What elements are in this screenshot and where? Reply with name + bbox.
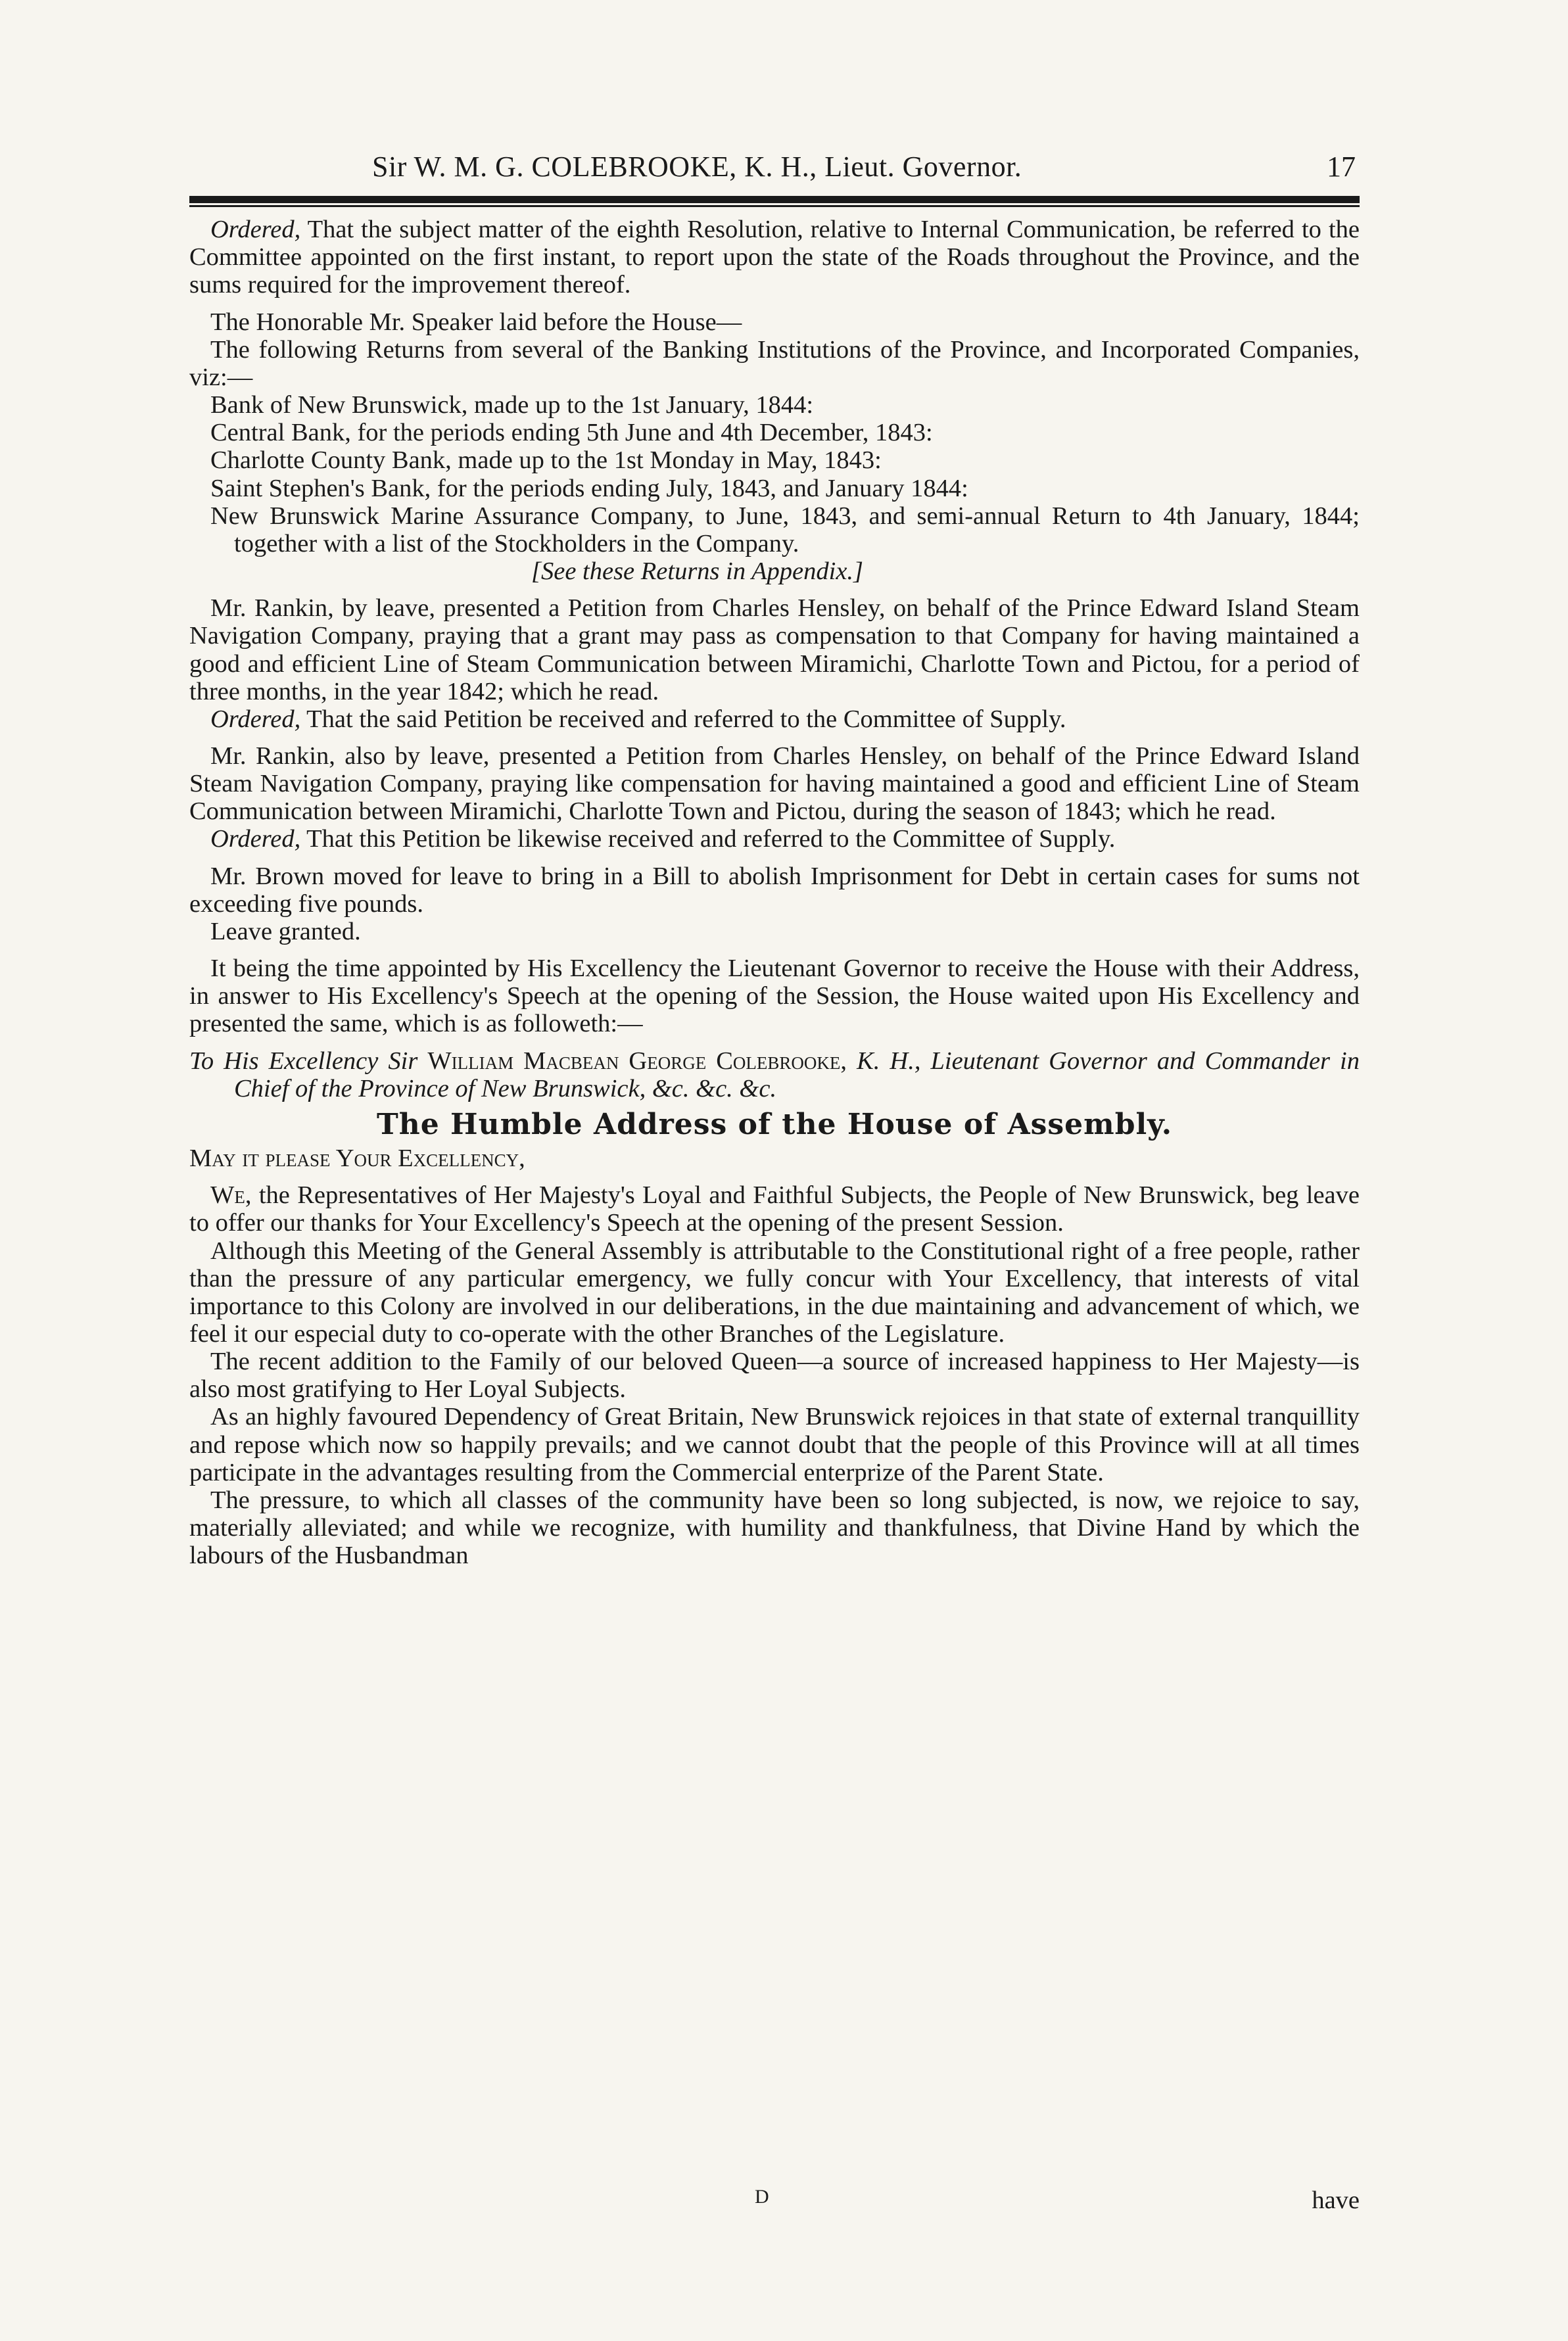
page-footer xyxy=(189,2186,1360,2215)
header-title: Sir W. M. G. COLEBROOKE, K. H., Lieut. Governor. xyxy=(372,151,1022,183)
address-recipient xyxy=(189,1047,1360,1102)
return-item: Central Bank, for the periods ending 5th June and 4th December, 1843: xyxy=(210,419,933,447)
address-paragraph-1 xyxy=(189,1181,1360,1237)
address-to-suffix: K. H., Lieutenant Governor and Commander in Chief of the Province of New Brunswick, &c. &c. &c. xyxy=(234,1047,1360,1102)
appendix-note: [See these Returns in Appendix.] xyxy=(531,557,864,586)
journal-page xyxy=(189,151,1360,1569)
paragraph-text: That the subject matter of the eighth Resolution, relative to Internal Communication, be referred to the Committee appointed on the first instant, to report upon the state of the Roads throughout the Province, and the sums required for the improvement thereof. xyxy=(189,216,1360,299)
rule-thick xyxy=(189,196,1360,203)
paragraph-address-presented: It being the time appointed by His Excellency the Lieutenant Governor to receive the House with their Address, in answer to His Excellency's Speech at the opening of the Session, the House waited upon His Excellency and presented the same, which is as followeth:— xyxy=(189,955,1360,1038)
paragraph-text: That the said Petition be received and referred to the Committee of Supply. xyxy=(300,705,1066,733)
address-title: The Humble Address of the House of Assembly. xyxy=(376,1107,1173,1141)
address-paragraph-5: The pressure, to which all classes of the community have been so long subjected, is now, we rejoice to say, materially alleviated; and while we recognize, with humility and thankfulness, that Divine Hand by which the labours of the Husbandman xyxy=(189,1486,1360,1570)
return-item: New Brunswick Marine Assurance Company, to June, 1843, and semi-annual Return to 4th January, 1844; together with a list of the Stockholders in the Company. xyxy=(210,502,1360,557)
paragraph-ordered-roads xyxy=(189,216,1360,298)
paragraph-returns-intro: The following Returns from several of the Banking Institutions of the Province, and Incorporated Companies, viz:— xyxy=(189,335,1360,391)
paragraph-speaker: The Honorable Mr. Speaker laid before the House— xyxy=(210,308,742,336)
paragraph-petition-1843: Mr. Rankin, also by leave, presented a Petition from Charles Hensley, on behalf of the Prince Edward Island Steam Navigation Company, praying like compensation for having maintained a good and efficient Line of Steam Communication between Miramichi, Charlotte Town and Pictou, during the season of 1843; which he read. xyxy=(189,742,1360,826)
return-item: Saint Stephen's Bank, for the periods ending July, 1843, and January 1844: xyxy=(210,474,968,502)
return-item: Charlotte County Bank, made up to the 1st Monday in May, 1843: xyxy=(210,446,882,475)
address-lead-word: We, xyxy=(210,1181,252,1210)
header-rule xyxy=(189,196,1360,208)
address-paragraph-2: Although this Meeting of the General Assembly is attributable to the Constitutional right of a free people, rather than the pressure of any particular emergency, we fully concur with Your Excellency, that interests of vital importance to this Colony are involved in our deliberations, in the due maintaining and advancement of which, we feel it our especial duty to co-operate with the other Branches of the Legislature. xyxy=(189,1237,1360,1348)
catchword: have xyxy=(1312,2187,1360,2214)
address-to-prefix: To His Excellency Sir xyxy=(189,1047,428,1075)
address-to-name: William Macbean George Colebrooke, xyxy=(427,1047,847,1075)
salutation: May it please Your Excellency, xyxy=(189,1145,525,1173)
paragraph-ordered-supply-2 xyxy=(189,825,1360,853)
paragraph-debt-bill: Mr. Brown moved for leave to bring in a Bill to abolish Imprisonment for Debt in certain cases for sums not exceeding five pounds. xyxy=(189,862,1360,918)
running-header xyxy=(189,151,1360,183)
return-item: Bank of New Brunswick, made up to the 1st January, 1844: xyxy=(210,391,814,419)
address-paragraph-4: As an highly favoured Dependency of Great Britain, New Brunswick rejoices in that state of external tranquillity and repose which now so happily prevails; and we cannot doubt that the people of this Province will at all times participate in the advantages resulting from the Commercial enterprize of the Parent State. xyxy=(189,1403,1360,1486)
address-paragraph-3: The recent addition to the Family of our beloved Queen—a source of increased happiness to Her Majesty—is also most gratifying to Her Loyal Subjects. xyxy=(189,1348,1360,1404)
page-body xyxy=(189,216,1360,1569)
ordered-label: Ordered, xyxy=(210,705,301,733)
paragraph-leave-granted: Leave granted. xyxy=(210,917,361,945)
paragraph-petition-1842: Mr. Rankin, by leave, presented a Petition from Charles Hensley, on behalf of the Prince Edward Island Steam Navigation Company, praying that a grant may pass as compensation to that Company for having maintained a good and efficient Line of Steam Communication between Miramichi, Charlotte Town and Pictou, for a period of three months, in the year 1842; which he read. xyxy=(189,594,1360,705)
signature-mark: D xyxy=(755,2186,771,2208)
ordered-label: Ordered, xyxy=(210,825,301,853)
rule-thin xyxy=(189,205,1360,207)
paragraph-text: That this Petition be likewise received and referred to the Committee of Supply. xyxy=(300,825,1116,853)
ordered-label: Ordered, xyxy=(210,216,301,244)
page-number: 17 xyxy=(1327,151,1356,183)
paragraph-text: the Representatives of Her Majesty's Loyal and Faithful Subjects, the People of New Brunswick, beg leave to offer our thanks for Your Excellency's Speech at the opening of the present Session. xyxy=(189,1181,1360,1237)
paragraph-ordered-supply-1 xyxy=(189,705,1360,733)
